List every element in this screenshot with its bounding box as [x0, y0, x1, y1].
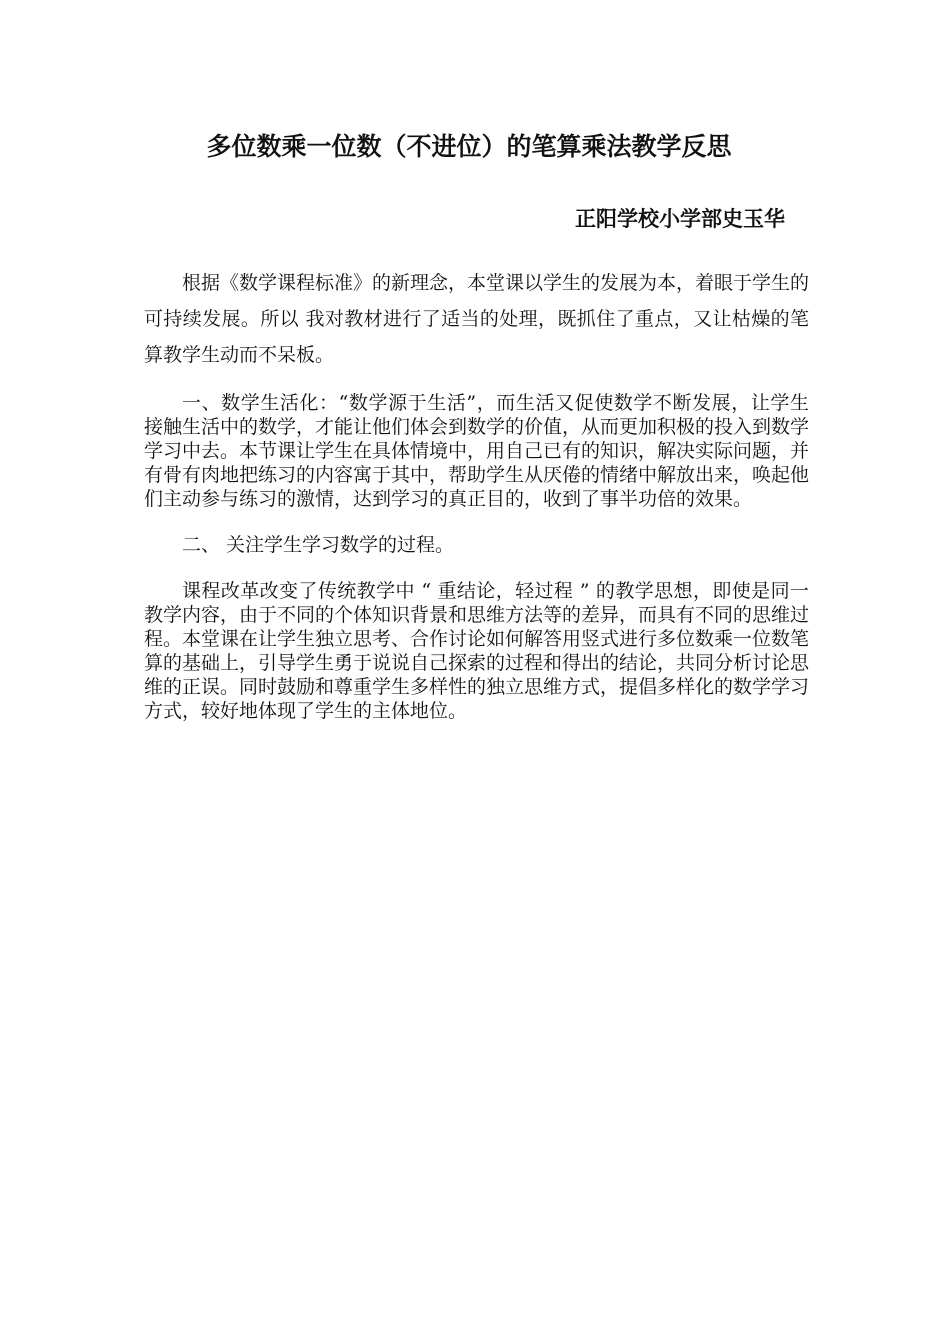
document-title: 多位数乘一位数（不进位）的笔算乘法教学反思 — [206, 132, 732, 161]
document-body — [144, 265, 809, 723]
paragraph-section-two-heading: 二、 关注学生学习数学的过程。 — [182, 534, 455, 556]
paragraph-section-two-body: 课程改革改变了传统教学中 “ 重结论，轻过程 ” 的教学思想，即使是同一教学内容，由于不同的个体知识背景和思维方法等的差异，而具有不同的思维过程。本堂课在让学生独立思考、合作讨论如何解答用竖式进行多位数乘一位数笔算的基础上，引导学生勇于说说自己探索的过程和得出的结论，共同分析讨论思维的正误。同时鼓励和尊重学生多样性的独立思维方式，提倡多样化的数学学习方式，较好地体现了学生的主体地位。 — [144, 580, 810, 722]
document-author: 正阳学校小学部史玉华 — [575, 207, 785, 231]
paragraph-section-one: 一、数学生活化：“数学源于生活”，而生活又促使数学不断发展，让学生接触生活中的数学，才能让他们体会到数学的价值，从而更加积极的投入到数学学习中去。本节课让学生在具体情境中，用自己已有的知识，解决实际问题，并有骨有肉地把练习的内容寓于其中，帮助学生从厌倦的情绪中解放出来，唤起他们主动参与练习的激情，达到学习的真正目的，收到了事半功倍的效果。 — [144, 392, 810, 510]
paragraph-intro: 根据《数学课程标准》的新理念，本堂课以学生的发展为本，着眼于学生的可持续发展。所以 我对教材进行了适当的处理，既抓住了重点，又让枯燥的笔算教学生动而不呆板。 — [144, 272, 810, 366]
